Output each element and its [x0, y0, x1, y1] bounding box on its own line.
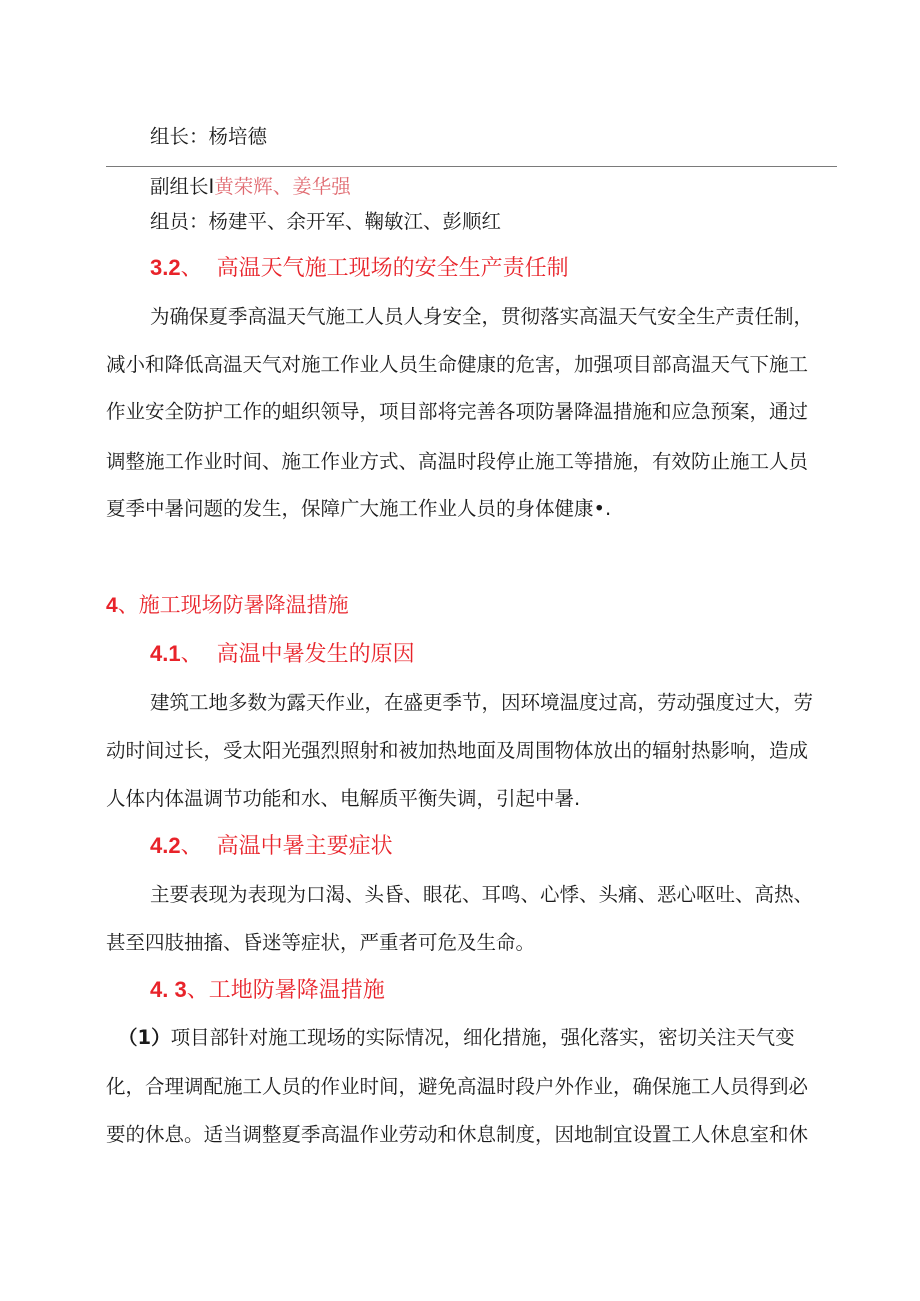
paragraph-line: 人体内体温调节功能和水、电解质平衡失调，引起中暑. [106, 787, 581, 810]
heading-4-2-sep: 、 [180, 834, 203, 859]
heading-4-2 [150, 832, 393, 861]
list-item-1-first-line [118, 1024, 795, 1052]
heading-4-1 [150, 640, 415, 669]
paragraph-line: 要的休息。适当调整夏季高温作业劳动和休息制度，因地制宜设置工人休息室和休 [106, 1123, 809, 1146]
paragraph-line: 动时间过长，受太阳光强烈照射和被加热地面及周围物体放出的辐射热影响，造成 [106, 739, 809, 762]
heading-4-2-number: 4.2 [150, 833, 181, 858]
heading-4-1-title: 高温中暑发生的原因 [216, 642, 415, 667]
heading-4-title: 施工现场防暑降温措施 [138, 593, 349, 617]
heading-4-3 [150, 976, 385, 1005]
paragraph-line: 化，合理调配施工人员的作业时间，避免高温时段户外作业，确保施工人员得到必 [106, 1075, 809, 1098]
deputy-label: 副组长 [150, 175, 209, 198]
heading-3-2-sep: 、 [180, 256, 203, 281]
paragraph-line: 甚至四肢抽搐、昏迷等症状，严重者可危及生命。 [106, 931, 536, 954]
heading-4-3-sep: 、 [186, 978, 209, 1003]
deputy-separator: I [208, 175, 215, 198]
paragraph-line: 项目部针对施工现场的实际情况，细化措施，强化落实，密切关注天气变 [170, 1026, 795, 1049]
team-leader [150, 123, 267, 151]
heading-4-2-title: 高温中暑主要症状 [216, 834, 393, 859]
team-members [150, 208, 501, 236]
heading-4-number: 4 [106, 594, 118, 617]
paragraph-line: 为确保夏季高温天气施工人员人身安全，贯彻落实高温天气安全生产责任制， [150, 305, 814, 328]
paragraph-line: 夏季中暑问题的发生，保障广大施工作业人员的身体健康•. [106, 497, 612, 520]
members-label: 组员： [150, 210, 209, 233]
horizontal-divider [106, 166, 837, 167]
heading-4-3-title: 工地防暑降温措施 [208, 978, 385, 1003]
list-item-marker: （1） [118, 1026, 171, 1049]
paragraph-line: 主要表现为表现为口渴、头昏、眼花、耳鸣、心悸、头痛、恶心呕吐、高热、 [150, 883, 814, 906]
heading-3-2-number: 3.2 [150, 255, 181, 280]
paragraph-line: 调整施工作业时间、施工作业方式、高温时段停止施工等措施，有效防止施工人员 [106, 450, 809, 473]
heading-4-3-number: 4. 3 [150, 977, 187, 1002]
leader-label: 组长： [150, 125, 209, 148]
heading-4-sep: 、 [117, 593, 139, 617]
paragraph-line: 作业安全防护工作的蛆织领导，项目部将完善各项防暑降温措施和应急预案，通过 [106, 400, 809, 423]
heading-3-2 [150, 254, 569, 283]
team-deputy [150, 173, 351, 201]
heading-3-2-title: 高温天气施工现场的安全生产责任制 [216, 256, 569, 281]
heading-4-1-number: 4.1 [150, 641, 181, 666]
heading-4 [106, 591, 349, 620]
paragraph-line: 建筑工地多数为露天作业，在盛更季节，因环境温度过高，劳动强度过大，劳 [150, 691, 814, 714]
deputy-names: 黄荣辉、姜华强 [214, 175, 351, 198]
paragraph-line: 减小和降低高温天气对施工作业人员生命健康的危害，加强项目部高温天气下施工 [106, 353, 809, 376]
members-names: 杨建平、余开军、鞠敏江、彭顺红 [208, 210, 502, 233]
leader-name: 杨培德 [208, 125, 268, 148]
heading-4-1-sep: 、 [180, 642, 203, 667]
